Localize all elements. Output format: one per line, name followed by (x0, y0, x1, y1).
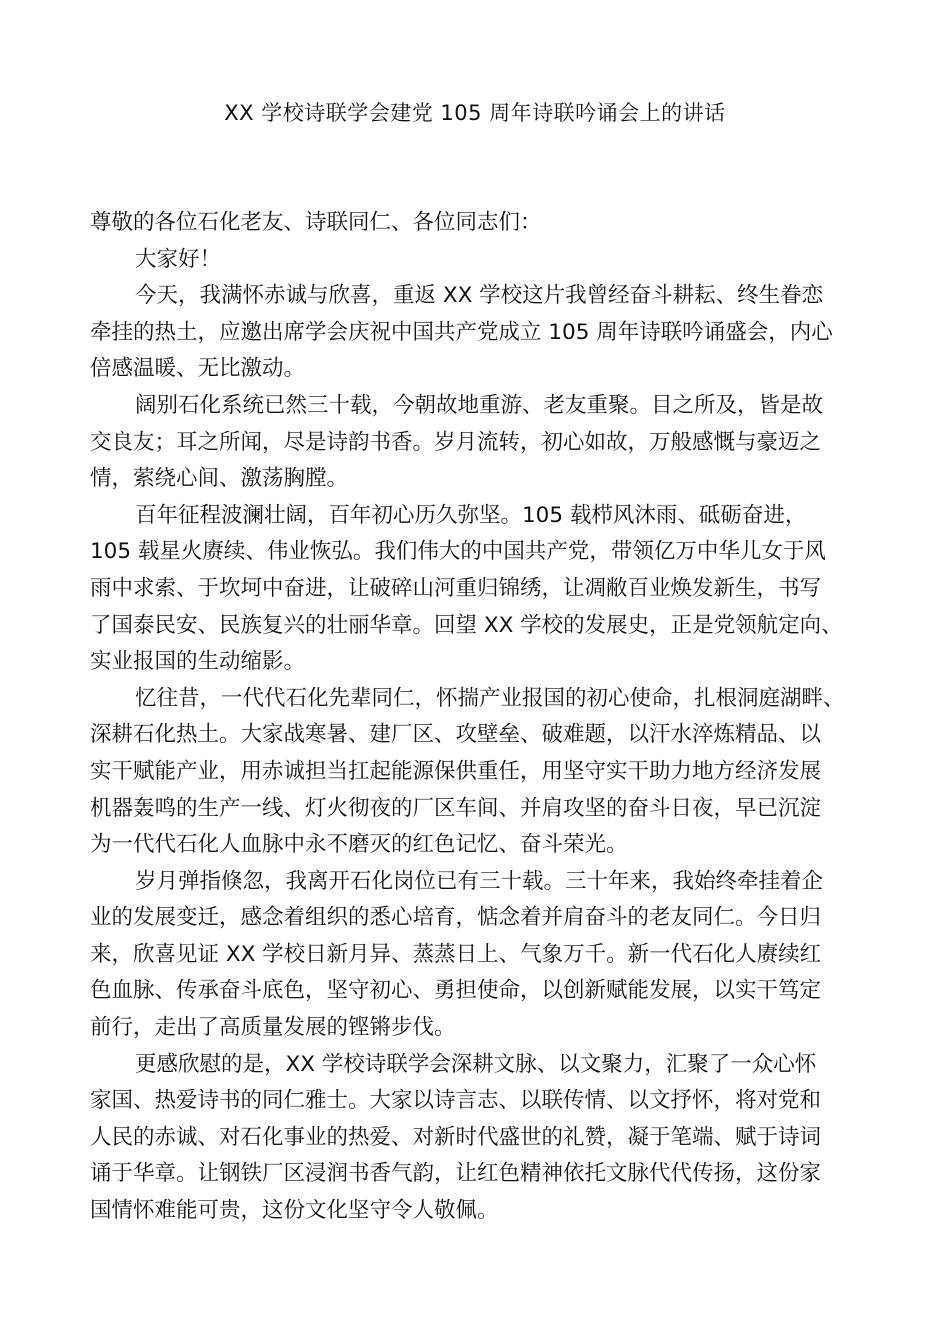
paragraph-line: 诵于华章。让钢铁厂区浸润书香气韵，让红色精神依托文脉代代传扬，这份家 (90, 1161, 822, 1187)
paragraph-line: 更感欣慰的是，XX 学校诗联学会深耕文脉、以文聚力，汇聚了一众心怀 (135, 1051, 817, 1077)
greeting: 大家好！ (135, 246, 222, 272)
paragraph-6 (90, 1047, 860, 1230)
paragraph-line: 忆往昔，一代代石化先辈同仁，怀揣产业报国的初心使命，扎根洞庭湖畔、 (135, 685, 845, 711)
paragraph-line: 岁月弹指倏忽，我离开石化岗位已有三十载。三十年来，我始终牵挂着企 (135, 868, 824, 894)
paragraph-line: 倍感温暖、无比激动。 (90, 356, 306, 382)
paragraph-line: 雨中求索、于坎坷中奋进，让破碎山河重归锦绣，让凋敝百业焕发新生，书写 (90, 575, 822, 601)
paragraph-line: 105 载星火赓续、伟业恢弘。我们伟大的中国共产党，带领亿万中华儿女于风 (90, 539, 826, 565)
paragraph-line: 深耕石化热土。大家战寒暑、建厂区、攻壁垒、破难题，以汗水淬炼精品、以 (90, 722, 822, 748)
paragraph-3 (90, 498, 860, 681)
document-title: XX 学校诗联学会建党 105 周年诗联吟诵会上的讲话 (224, 101, 726, 125)
paragraph-line: 为一代代石化人血脉中永不磨灭的红色记忆、奋斗荣光。 (90, 832, 628, 858)
paragraph-line: 国情怀难能可贵，这份文化坚守令人敬佩。 (90, 1198, 499, 1224)
paragraph-line: 家国、热爱诗书的同仁雅士。大家以诗言志、以联传情、以文抒怀，将对党和 (90, 1088, 822, 1114)
paragraph-line: 今天，我满怀赤诚与欣喜，重返 XX 学校这片我曾经奋斗耕耘、终生眷恋 (135, 283, 824, 309)
paragraph-line: 实干赋能产业，用赤诚担当扛起能源保供重任，用坚守实干助力地方经济发展 (90, 758, 822, 784)
paragraph-line: 前行，走出了高质量发展的铿锵步伐。 (90, 1015, 456, 1041)
document-body (90, 205, 860, 1230)
paragraph-line: 交良友；耳之所闻，尽是诗韵书香。岁月流转，初心如故，万般感慨与豪迈之 (90, 429, 822, 455)
paragraph-line: 人民的赤诚、对石化事业的热爱、对新时代盛世的礼赞，凝于笔端、赋于诗词 (90, 1124, 822, 1150)
paragraph-line: 阔别石化系统已然三十载，今朝故地重游、老友重聚。目之所及，皆是故 (135, 392, 824, 418)
paragraph-line: 机器轰鸣的生产一线、灯火彻夜的厂区车间、并肩攻坚的奋斗日夜，早已沉淀 (90, 795, 822, 821)
paragraph-line: 了国泰民安、民族复兴的壮丽华章。回望 XX 学校的发展史，正是党领航定向、 (90, 612, 843, 638)
paragraph-line: 来，欣喜见证 XX 学校日新月异、蒸蒸日上、气象万千。新一代石化人赓续红 (90, 941, 822, 967)
paragraph-2 (90, 388, 860, 498)
paragraph-line: 百年征程波澜壮阔，百年初心历久弥坚。105 载栉风沐雨、砥砺奋进， (135, 502, 807, 528)
paragraph-line: 情，萦绕心间、激荡胸膛。 (90, 466, 349, 492)
paragraph-line: 牵挂的热土，应邀出席学会庆祝中国共产党成立 105 周年诗联吟诵盛会，内心 (90, 319, 833, 345)
paragraph-5 (90, 864, 860, 1047)
salutation: 尊敬的各位石化老友、诗联同仁、各位同志们： (90, 210, 542, 235)
paragraph-line: 业的发展变迁，感念着组织的悉心培育，惦念着并肩奋斗的老友同仁。今日归 (90, 905, 822, 931)
paragraph-line: 实业报国的生动缩影。 (90, 649, 306, 675)
paragraph-1 (90, 278, 860, 388)
paragraph-4 (90, 681, 860, 864)
paragraph-line: 色血脉、传承奋斗底色，坚守初心、勇担使命，以创新赋能发展，以实干笃定 (90, 978, 822, 1004)
